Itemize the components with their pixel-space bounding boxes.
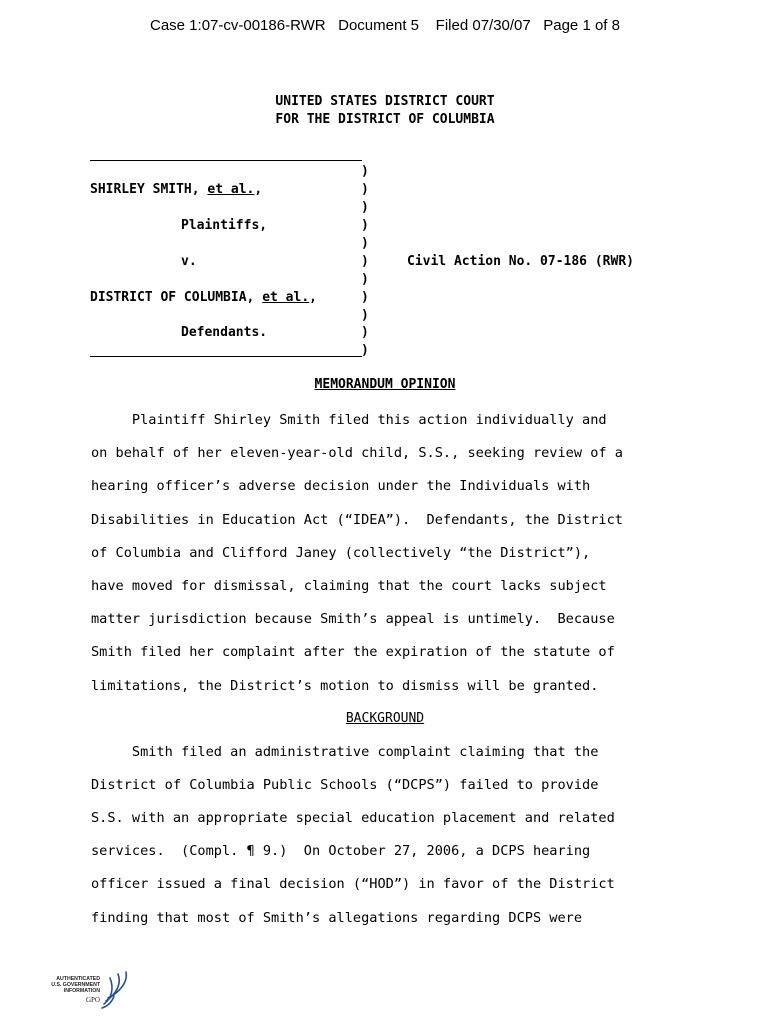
body-line: Disabilities in Education Act (“IDEA”). Defendants, the District: [91, 512, 623, 528]
caption-parenthesis: ): [361, 343, 369, 358]
body-line: District of Columbia Public Schools (“DCPS”) failed to provide: [91, 777, 599, 793]
civil-action-number: Civil Action No. 07-186 (RWR): [407, 254, 634, 269]
body-line: matter jurisdiction because Smith’s appeal is untimely. Because: [91, 611, 615, 627]
defendant-name: DISTRICT OF COLUMBIA, et al.,: [90, 290, 317, 305]
body-line: limitations, the District’s motion to dismiss will be granted.: [91, 678, 599, 694]
body-line: officer issued a final decision (“HOD”) in favor of the District: [91, 876, 615, 892]
plaintiff-name: SHIRLEY SMITH, et al.,: [90, 182, 263, 197]
caption-parenthesis: ): [361, 236, 369, 251]
gpo-authentication-logo: [42, 968, 132, 1013]
defendants-label: Defendants.: [181, 325, 268, 340]
body-line: have moved for dismissal, claiming that the court lacks subject: [91, 578, 607, 594]
case-header: Case 1:07-cv-00186-RWR Document 5 Filed 07/30/07 Page 1 of 8: [150, 17, 620, 34]
caption-bottom-rule: [90, 356, 362, 357]
caption-parenthesis: ): [361, 325, 369, 340]
caption-parenthesis: ): [361, 182, 369, 197]
eagle-icon: [102, 972, 126, 1008]
memorandum-opinion-title: MEMORANDUM OPINION: [314, 377, 456, 392]
caption-parenthesis: ): [361, 272, 369, 287]
body-line: Smith filed her complaint after the expiration of the statute of: [91, 644, 615, 660]
body-line: services. (Compl. ¶ 9.) On October 27, 2006, a DCPS hearing: [91, 843, 591, 859]
caption-parenthesis: ): [361, 218, 369, 233]
versus-label: v.: [181, 254, 197, 269]
caption-top-rule: [90, 160, 362, 161]
caption-parenthesis: ): [361, 164, 369, 179]
caption-parenthesis: ): [361, 308, 369, 323]
body-line: finding that most of Smith’s allegations regarding DCPS were: [91, 910, 583, 926]
gpo-logo-line-1: AUTHENTICATED: [56, 976, 100, 982]
body-line: hearing officer’s adverse decision under the Individuals with: [91, 478, 591, 494]
caption-parenthesis: ): [361, 290, 369, 305]
body-line: S.S. with an appropriate special education placement and related: [91, 810, 615, 826]
caption-parenthesis: ): [361, 200, 369, 215]
caption-parenthesis: ): [361, 254, 369, 269]
court-name-line-2: FOR THE DISTRICT OF COLUMBIA: [275, 112, 495, 127]
body-line: Smith filed an administrative complaint claiming that the: [91, 744, 599, 760]
court-name-line-1: UNITED STATES DISTRICT COURT: [275, 94, 495, 109]
body-line: of Columbia and Clifford Janey (collectively “the District”),: [91, 545, 591, 561]
plaintiffs-label: Plaintiffs,: [181, 218, 268, 233]
body-line: Plaintiff Shirley Smith filed this action individually and: [91, 412, 607, 428]
background-heading: BACKGROUND: [345, 711, 425, 726]
gpo-logo-line-4: GPO: [85, 996, 100, 1004]
body-line: on behalf of her eleven-year-old child, S.S., seeking review of a: [91, 445, 623, 461]
gpo-logo-line-2: U.S. GOVERNMENT: [51, 982, 100, 988]
gpo-logo-line-3: INFORMATION: [63, 988, 100, 994]
